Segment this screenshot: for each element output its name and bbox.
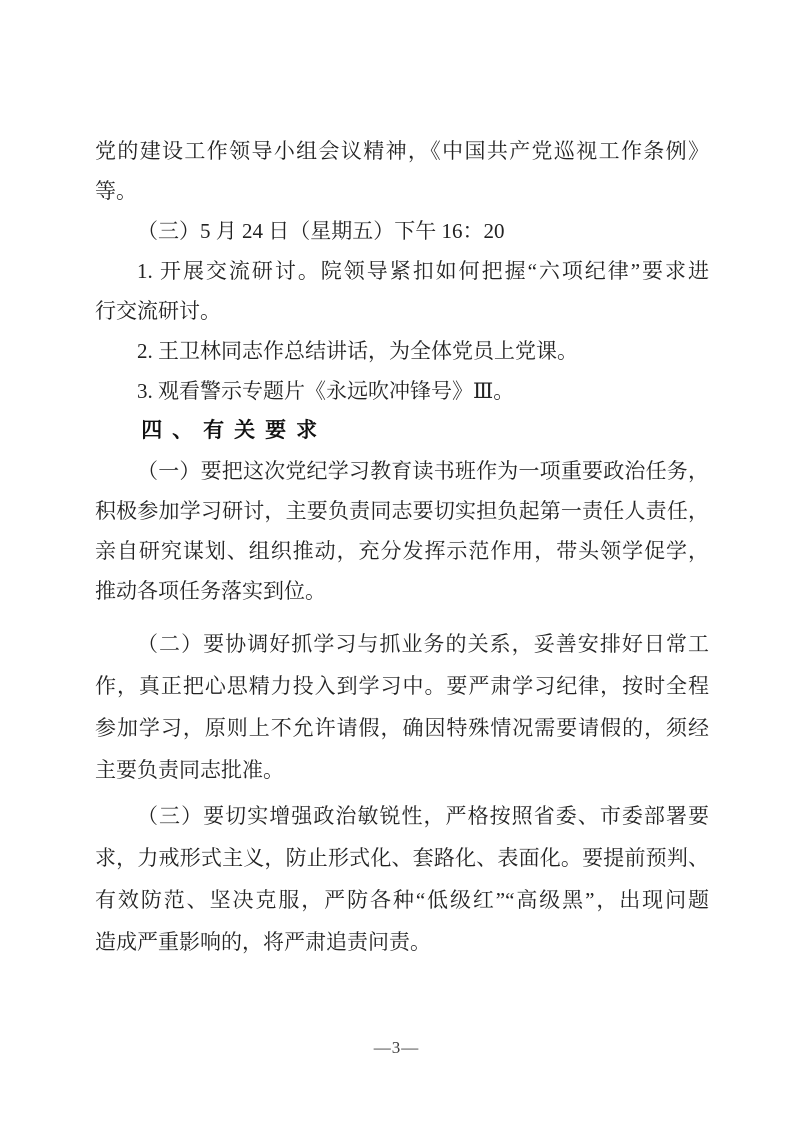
- paragraph-2: [95, 623, 709, 791]
- text-line: 亲自研究谋划、组织推动，充分发挥示范作用，带头领学促学，: [95, 539, 709, 563]
- section-heading: 四、有关要求: [141, 419, 328, 442]
- text-line-paragraph-2: （二）要协调好抓学习与抓业务的关系，妥善安排好日常工: [137, 632, 709, 656]
- paragraph-3: [95, 795, 709, 963]
- text-line: 行交流研讨。: [95, 299, 221, 323]
- text-line: 主要负责同志批准。: [95, 758, 284, 782]
- text-line-schedule-item: （三）5 月 24 日（星期五）下午 16：20: [137, 219, 505, 243]
- text-line: 积极参加学习研讨，主要负责同志要切实担负起第一责任人责任，: [95, 499, 709, 523]
- text-line: 等。: [95, 179, 137, 203]
- text-line-paragraph-3: （三）要切实增强政治敏锐性，严格按照省委、市委部署要: [137, 804, 709, 828]
- text-line: 作，真正把心思精力投入到学习中。要严肃学习纪律，按时全程: [95, 674, 709, 698]
- text-line: 推动各项任务落实到位。: [95, 579, 326, 603]
- text-line: 求，力戒形式主义，防止形式化、套路化、表面化。要提前预判、: [95, 846, 709, 870]
- text-line: 参加学习，原则上不允许请假，确因特殊情况需要请假的，须经: [95, 716, 709, 740]
- document-body: [95, 131, 709, 963]
- text-line-list-item-1: 1. 开展交流研讨。院领导紧扣如何把握“六项纪律”要求进: [137, 259, 709, 283]
- text-line-paragraph-1: （一）要把这次党纪学习教育读书班作为一项重要政治任务，: [137, 459, 709, 483]
- text-line: 有效防范、坚决克服，严防各种“低级红”“高级黑”，出现问题: [95, 888, 709, 912]
- page-number: —3—: [373, 1038, 420, 1057]
- text-line: 党的建设工作领导小组会议精神，《中国共产党巡视工作条例》: [95, 139, 709, 163]
- text-line-list-item-2: 2. 王卫林同志作总结讲话，为全体党员上党课。: [137, 339, 578, 363]
- text-line-list-item-3: 3. 观看警示专题片《永远吹冲锋号》Ⅲ。: [137, 379, 515, 403]
- text-line: 造成严重影响的，将严肃追责问责。: [95, 930, 431, 954]
